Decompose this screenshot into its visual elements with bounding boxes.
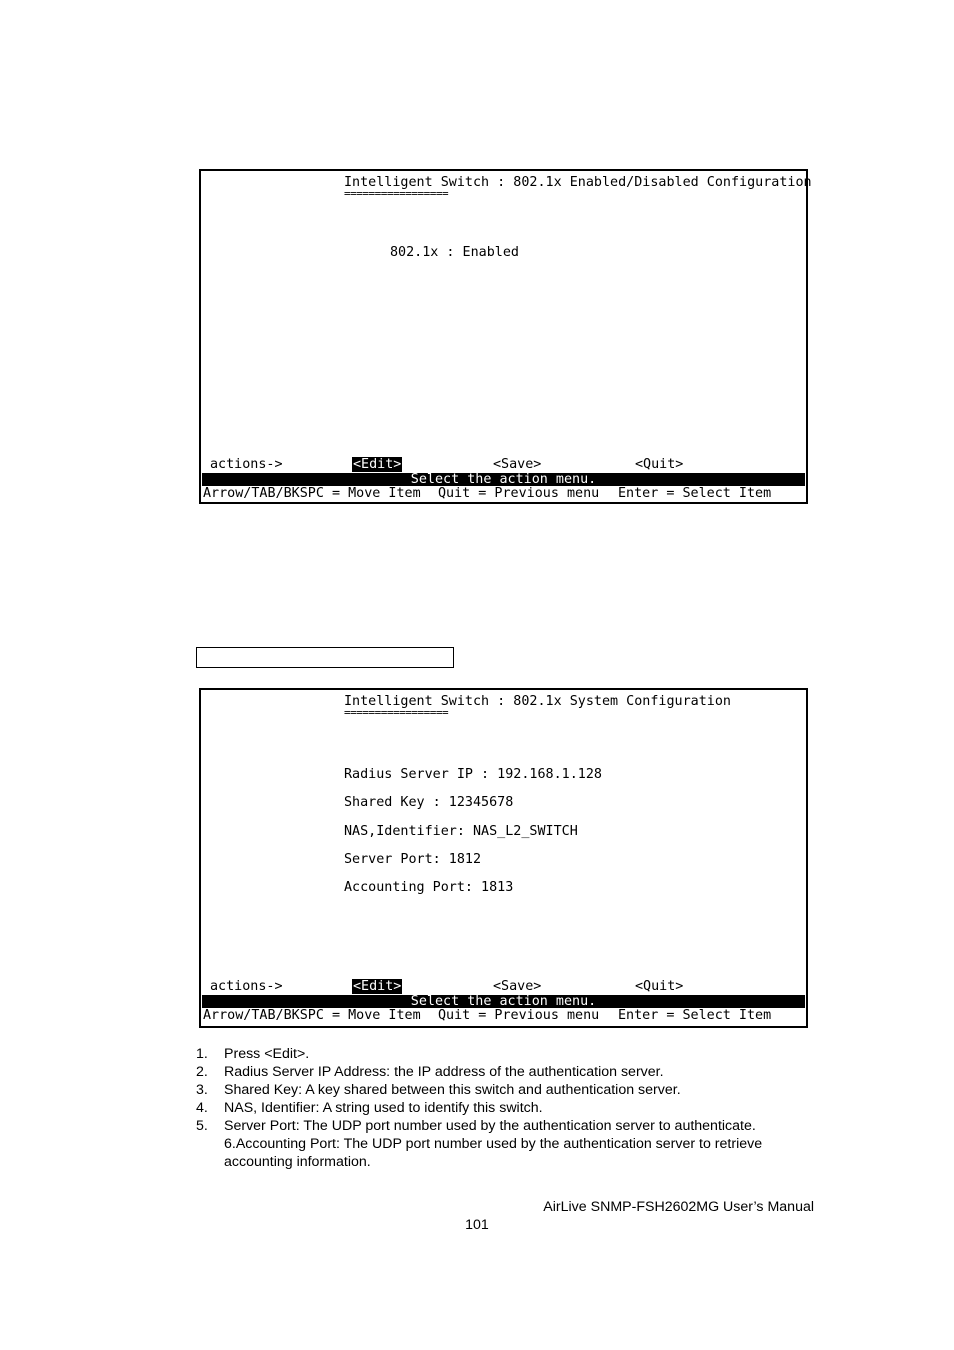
field-8021x-status[interactable]: 802.1x : Enabled bbox=[390, 245, 519, 260]
list-text: Radius Server IP Address: the IP address of the authentication server. bbox=[224, 1064, 664, 1080]
list-text: Server Port: The UDP port number used by the authentication server to authenticate. 6.Accounting Port: The UDP port number used by the authentication server to retrieve accounting information. bbox=[224, 1118, 763, 1170]
title-underline: ================= bbox=[344, 706, 449, 719]
terminal-screen-8021x-enable bbox=[199, 169, 812, 504]
help-enter: Enter = Select Item bbox=[618, 1008, 772, 1023]
title-underline: ================= bbox=[344, 187, 449, 200]
shared-key-field[interactable]: Shared Key : 12345678 bbox=[344, 795, 514, 810]
server-port-field[interactable]: Server Port: 1812 bbox=[344, 852, 482, 867]
radius-server-ip-field[interactable]: Radius Server IP : 192.168.1.128 bbox=[344, 767, 602, 782]
save-action[interactable]: <Save> bbox=[493, 457, 542, 472]
help-move: Arrow/TAB/BKSPC = Move Item bbox=[203, 486, 421, 501]
list-text: NAS, Identifier: A string used to identify this switch. bbox=[224, 1100, 543, 1116]
actions-bar bbox=[201, 979, 806, 994]
help-move: Arrow/TAB/BKSPC = Move Item bbox=[203, 1008, 421, 1023]
list-item bbox=[196, 1045, 826, 1063]
nas-identifier-field[interactable]: NAS,Identifier: NAS_L2_SWITCH bbox=[344, 824, 578, 839]
screen-title: Intelligent Switch : 802.1x System Configuration bbox=[344, 694, 731, 709]
list-item bbox=[196, 1117, 826, 1171]
list-number: 1. bbox=[196, 1046, 208, 1062]
terminal-screen-8021x-system bbox=[199, 688, 808, 1028]
actions-label: actions-> bbox=[210, 457, 283, 472]
list-number: 3. bbox=[196, 1082, 208, 1098]
status-bar: Select the action menu. bbox=[202, 473, 805, 486]
actions-bar bbox=[201, 457, 806, 472]
list-number: 4. bbox=[196, 1100, 208, 1116]
quit-action[interactable]: <Quit> bbox=[635, 979, 684, 994]
status-bar: Select the action menu. bbox=[202, 995, 805, 1008]
quit-action[interactable]: <Quit> bbox=[635, 457, 684, 472]
list-number: 5. bbox=[196, 1118, 208, 1134]
edit-action[interactable]: <Edit> bbox=[353, 979, 402, 994]
list-item bbox=[196, 1099, 826, 1117]
help-line bbox=[203, 486, 803, 561]
save-action[interactable]: <Save> bbox=[493, 979, 542, 994]
list-text: Press <Edit>. bbox=[224, 1046, 310, 1062]
instruction-list bbox=[196, 1045, 826, 1171]
screen-title: Intelligent Switch : 802.1x Enabled/Disabled Configuration bbox=[344, 175, 812, 190]
list-item bbox=[196, 1063, 826, 1081]
list-number: 2. bbox=[196, 1064, 208, 1080]
list-text: Shared Key: A key shared between this switch and authentication server. bbox=[224, 1082, 681, 1098]
help-enter: Enter = Select Item bbox=[618, 486, 772, 501]
accounting-port-field[interactable]: Accounting Port: 1813 bbox=[344, 880, 514, 895]
actions-label: actions-> bbox=[210, 979, 283, 994]
manual-title: AirLive SNMP-FSH2602MG User’s Manual bbox=[543, 1199, 814, 1215]
edit-action[interactable]: <Edit> bbox=[353, 457, 402, 472]
help-quit: Quit = Previous menu bbox=[438, 486, 600, 501]
list-item bbox=[196, 1081, 826, 1099]
page-number: 101 bbox=[465, 1217, 489, 1233]
figure-caption-box bbox=[196, 647, 454, 668]
help-quit: Quit = Previous menu bbox=[438, 1008, 600, 1023]
